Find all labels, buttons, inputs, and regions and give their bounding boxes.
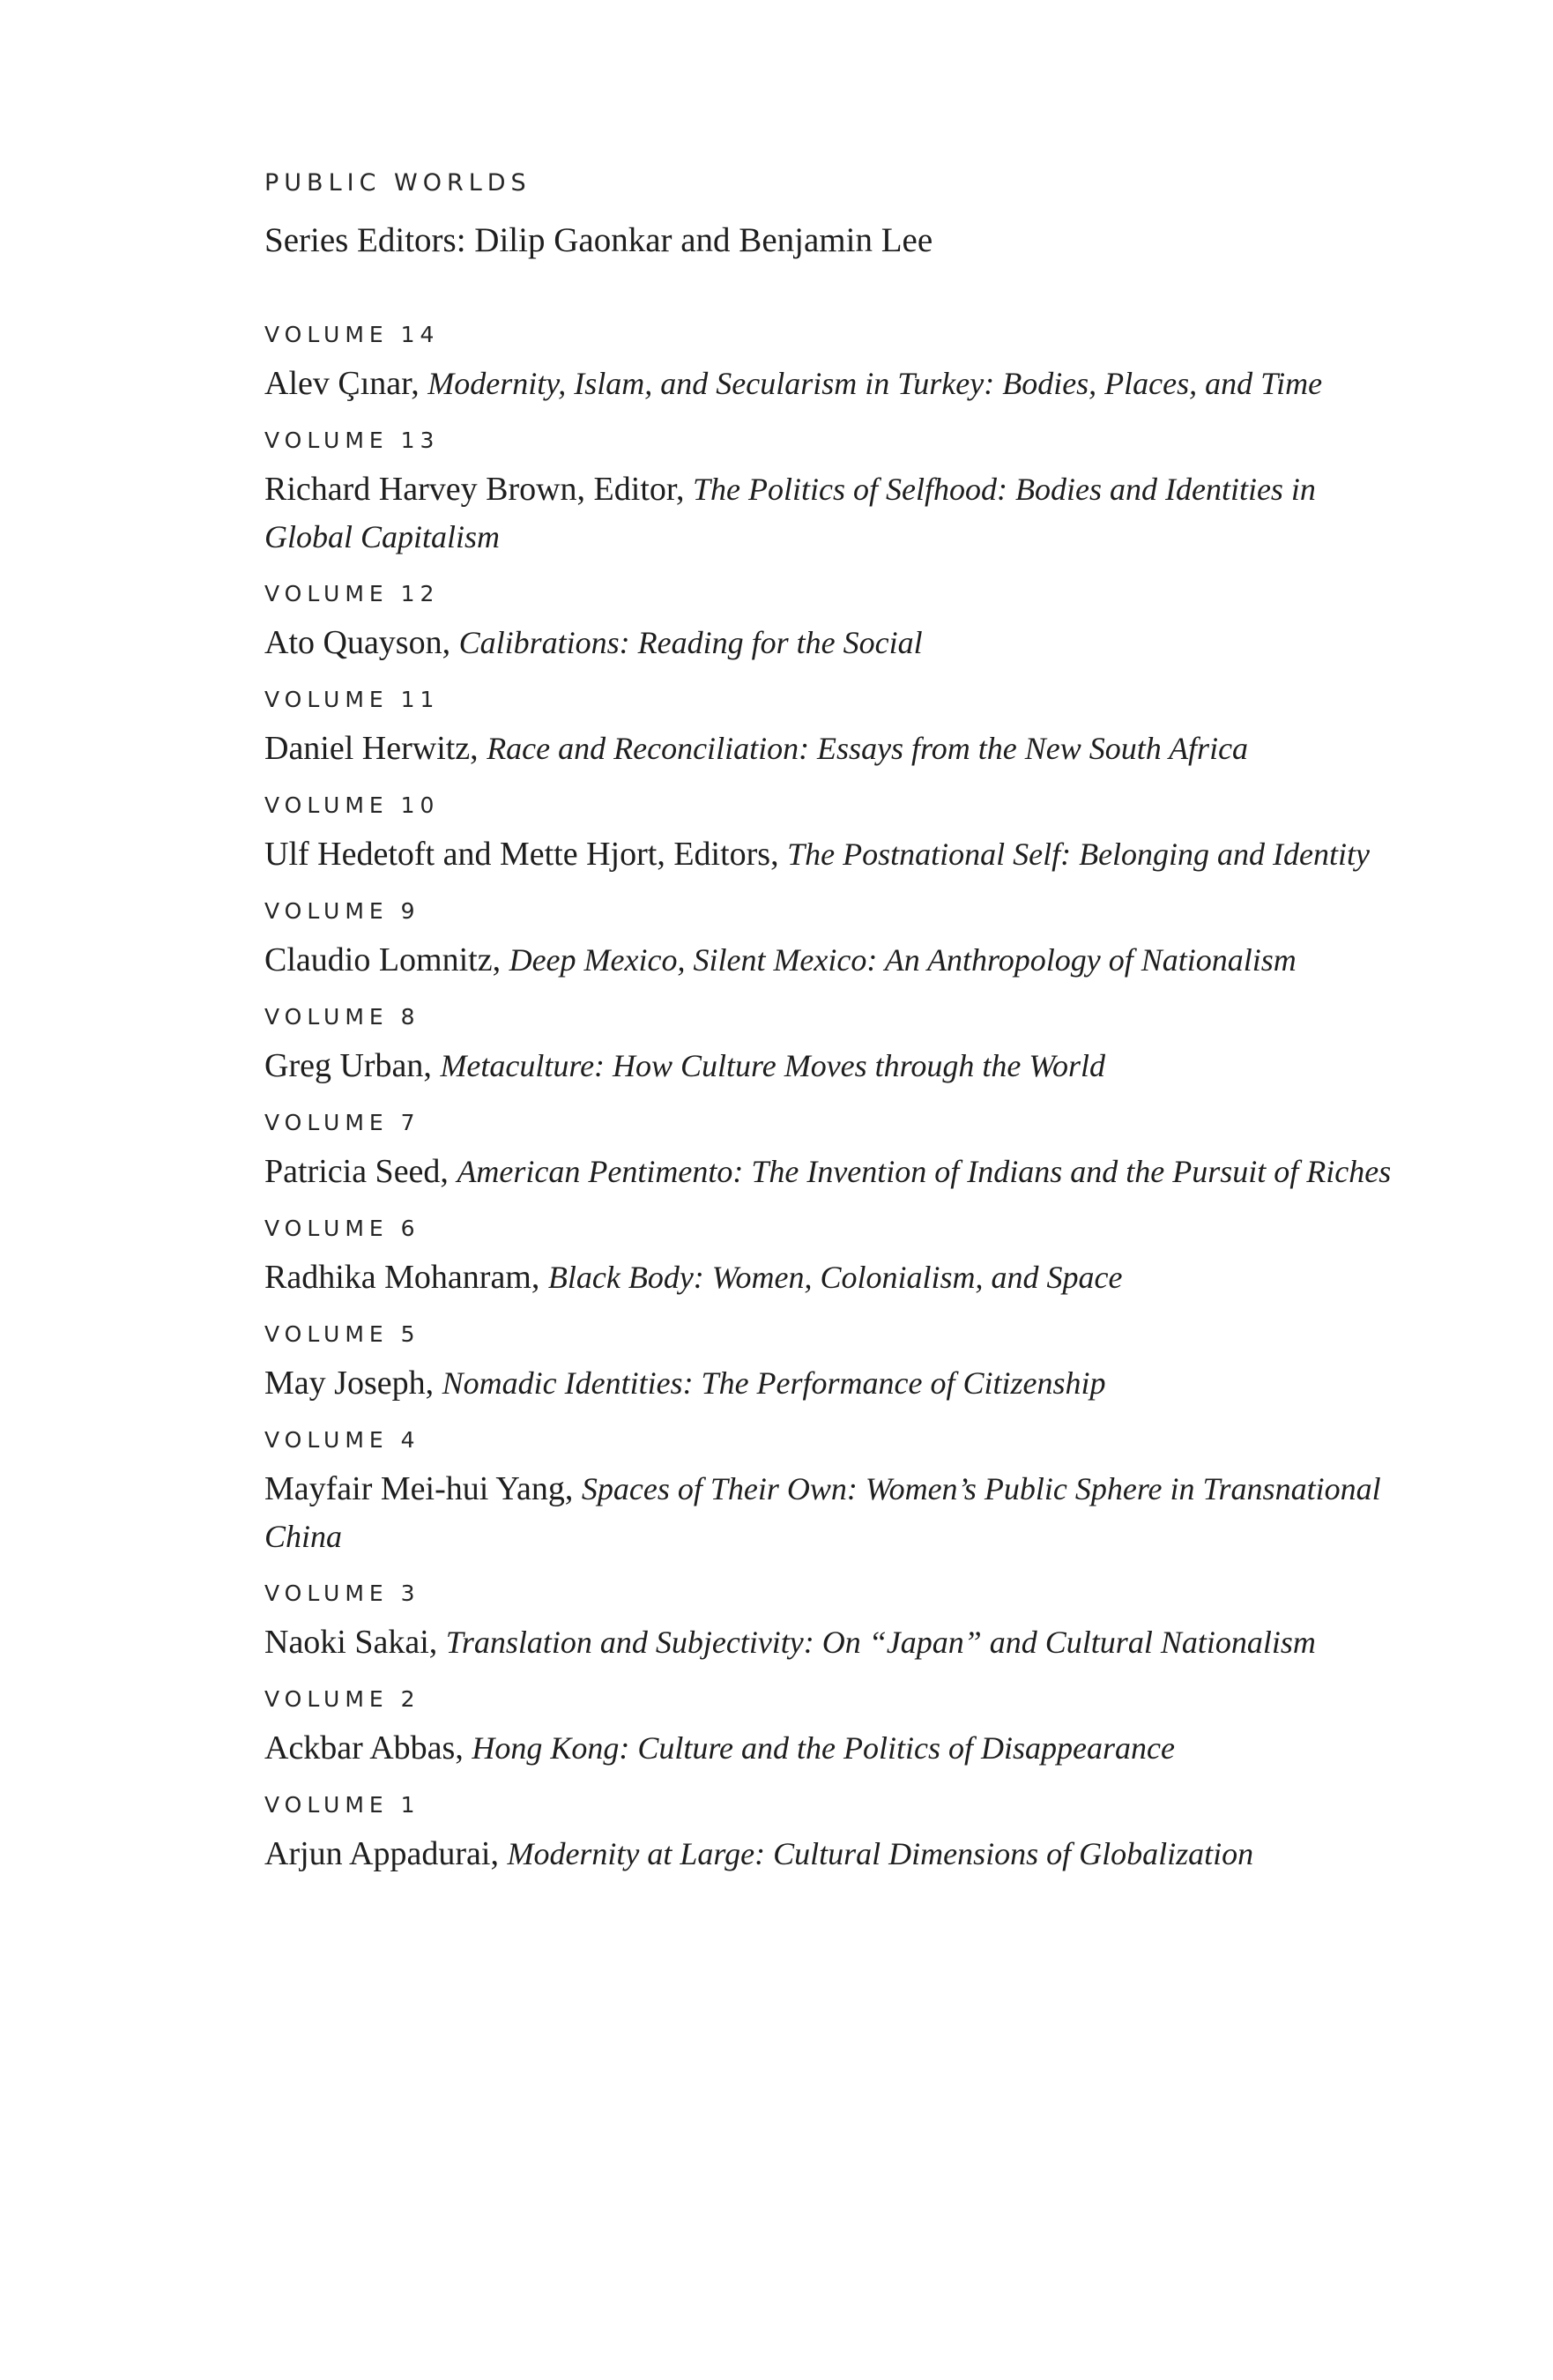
volume-book xyxy=(264,465,1401,561)
volume-entry-4 xyxy=(264,1424,1401,1560)
volume-entry-1 xyxy=(264,1789,1401,1878)
volume-author: Ato Quayson, xyxy=(264,624,459,661)
volume-title: Nomadic Identities: The Performance of Citizenship xyxy=(442,1365,1106,1401)
volume-book xyxy=(264,360,1401,407)
volume-book xyxy=(264,619,1401,666)
volume-label: VOLUME 10 xyxy=(264,792,440,818)
volume-author: Ackbar Abbas, xyxy=(264,1729,472,1766)
volume-entry-9 xyxy=(264,896,1401,984)
volume-author: Radhika Mohanram, xyxy=(264,1259,548,1296)
volume-author: May Joseph, xyxy=(264,1365,442,1402)
volume-entry-8 xyxy=(264,1001,1401,1090)
volume-label: VOLUME 5 xyxy=(264,1321,420,1347)
volume-entry-7 xyxy=(264,1107,1401,1195)
volume-title: Race and Reconciliation: Essays from the New South Africa xyxy=(487,731,1249,766)
volume-book xyxy=(264,1042,1401,1090)
volume-title: Calibrations: Reading for the Social xyxy=(458,625,923,660)
volume-book xyxy=(264,1618,1401,1666)
volume-entry-3 xyxy=(264,1578,1401,1666)
volume-label: VOLUME 12 xyxy=(264,581,440,606)
volume-book xyxy=(264,725,1401,772)
volume-entry-6 xyxy=(264,1213,1401,1301)
volume-entry-12 xyxy=(264,578,1401,666)
volume-title: The Politics of Selfhood: Bodies and Identities in Global Capitalism xyxy=(264,472,1316,554)
volume-label: VOLUME 8 xyxy=(264,1004,420,1030)
volume-book xyxy=(264,1359,1401,1407)
volume-label: VOLUME 14 xyxy=(264,322,440,347)
volume-title: Metaculture: How Culture Moves through the World xyxy=(440,1048,1106,1083)
volume-label: VOLUME 1 xyxy=(264,1792,420,1818)
volume-label: VOLUME 9 xyxy=(264,898,420,924)
volume-author: Daniel Herwitz, xyxy=(264,730,487,767)
volume-label: VOLUME 7 xyxy=(264,1110,420,1135)
volume-book xyxy=(264,1830,1401,1878)
volume-author: Mayfair Mei-hui Yang, xyxy=(264,1470,582,1507)
volume-title: American Pentimento: The Invention of Indians and the Pursuit of Riches xyxy=(457,1154,1392,1189)
volume-author: Alev Çınar, xyxy=(264,365,428,402)
series-page xyxy=(264,166,1401,1895)
volume-book xyxy=(264,830,1401,878)
volume-title: The Postnational Self: Belonging and Identity xyxy=(787,837,1370,872)
volume-author: Richard Harvey Brown, Editor, xyxy=(264,471,694,508)
volume-label: VOLUME 4 xyxy=(264,1427,420,1453)
series-label: PUBLIC WORLDS xyxy=(264,169,531,197)
volume-entry-2 xyxy=(264,1684,1401,1772)
volume-book xyxy=(264,1253,1401,1301)
volume-title: Spaces of Their Own: Women’s Public Sphere in Transnational China xyxy=(264,1471,1381,1554)
volume-entry-14 xyxy=(264,319,1401,407)
volume-entry-11 xyxy=(264,684,1401,772)
volume-author: Patricia Seed, xyxy=(264,1153,457,1190)
volume-entry-5 xyxy=(264,1319,1401,1407)
volume-author: Ulf Hedetoft and Mette Hjort, Editors, xyxy=(264,836,788,873)
volume-author: Claudio Lomnitz, xyxy=(264,941,509,978)
volume-title: Modernity, Islam, and Secularism in Turkey: Bodies, Places, and Time xyxy=(427,366,1323,401)
volume-label: VOLUME 11 xyxy=(264,687,440,712)
volume-title: Translation and Subjectivity: On “Japan” and Cultural Nationalism xyxy=(445,1625,1316,1660)
volume-book xyxy=(264,936,1401,984)
volume-label: VOLUME 2 xyxy=(264,1686,420,1712)
volume-title: Black Body: Women, Colonialism, and Space xyxy=(547,1260,1123,1295)
volume-author: Greg Urban, xyxy=(264,1047,441,1084)
volume-entry-13 xyxy=(264,425,1401,561)
volume-book xyxy=(264,1148,1401,1195)
volume-list xyxy=(264,319,1401,1878)
volume-label: VOLUME 13 xyxy=(264,428,440,453)
volume-title: Hong Kong: Culture and the Politics of Disappearance xyxy=(472,1730,1175,1766)
volume-label: VOLUME 3 xyxy=(264,1580,420,1606)
volume-title: Deep Mexico, Silent Mexico: An Anthropology of Nationalism xyxy=(509,942,1297,978)
volume-entry-10 xyxy=(264,790,1401,878)
volume-author: Naoki Sakai, xyxy=(264,1624,446,1661)
volume-book xyxy=(264,1465,1401,1560)
series-editors: Series Editors: Dilip Gaonkar and Benjamin Lee xyxy=(264,221,933,259)
volume-author: Arjun Appadurai, xyxy=(264,1835,508,1872)
volume-label: VOLUME 6 xyxy=(264,1216,420,1241)
volume-title: Modernity at Large: Cultural Dimensions of Globalization xyxy=(507,1836,1254,1871)
volume-book xyxy=(264,1724,1401,1772)
